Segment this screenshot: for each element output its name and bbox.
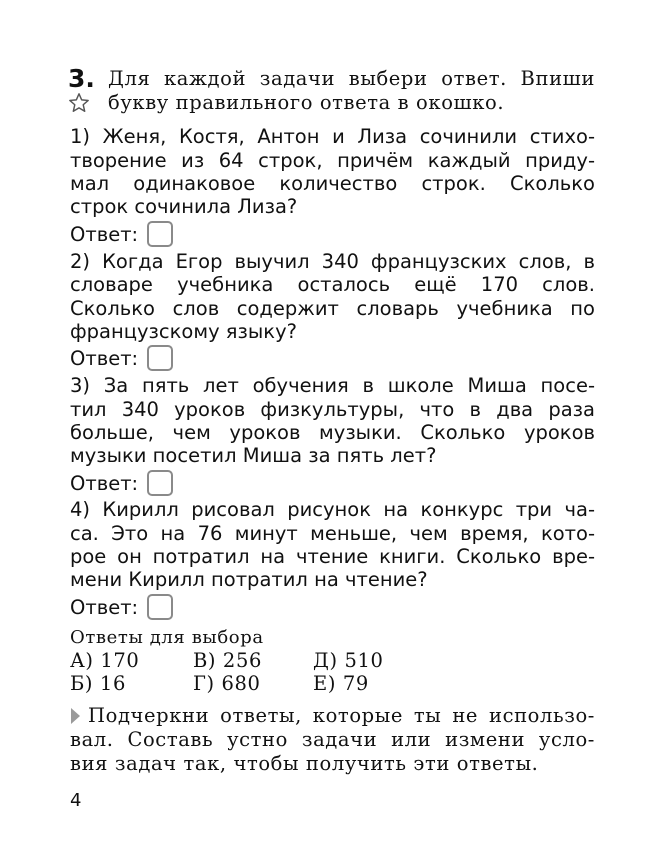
triangle-bullet-icon [71, 708, 80, 724]
answer-box[interactable] [147, 345, 173, 371]
answer-label: Ответ: [70, 347, 139, 370]
answer-label: Ответ: [70, 472, 139, 495]
extra-task-line: вия задач так, чтобы получить эти ответы. [70, 752, 539, 775]
choices-title: Ответы для выбора [70, 627, 264, 648]
problem-line: музыки посетил Миша за пять лет? [70, 444, 437, 467]
answer-box[interactable] [147, 221, 173, 247]
answer-label: Ответ: [70, 223, 139, 246]
problem-line: мени Кирилл потратил на чтение? [70, 568, 428, 591]
problem-line: 2) Когда Егор выучил 340 французских слов, в [70, 250, 595, 273]
problem-line: 1) Женя, Костя, Антон и Лиза сочинили стихо- [70, 125, 595, 148]
answer-box[interactable] [147, 470, 173, 496]
choice-item: Д) 510 [313, 649, 384, 672]
choice-item: В) 256 [193, 649, 262, 672]
problem-line: 4) Кирилл рисовал рисунок на конкурс три ча- [70, 498, 595, 521]
answer-box[interactable] [147, 594, 173, 620]
choice-item: Б) 16 [70, 672, 126, 695]
problem-line: мал одинаковое количество строк. Сколько [70, 172, 595, 195]
instruction-line: Для каждой задачи выбери ответ. Впиши [108, 67, 595, 90]
task-number: 3. [68, 64, 95, 93]
page-number: 4 [70, 790, 82, 811]
instruction-line: букву правильного ответа в окошко. [108, 91, 505, 114]
choice-item: А) 170 [70, 649, 140, 672]
choice-item: Г) 680 [193, 672, 261, 695]
extra-task-line: вал. Составь устно задачи или измени усло- [70, 728, 595, 751]
problem-line: больше, чем уроков музыки. Сколько уроков [70, 421, 595, 444]
problem-line: творение из 64 строк, причём каждый приду- [70, 149, 595, 172]
problem-line: рое он потратил на чтение книги. Сколько вре- [70, 545, 595, 568]
problem-line: 3) За пять лет обучения в школе Миша посе- [70, 374, 595, 397]
problem-line: тил 340 уроков физкультуры, что в два раза [70, 398, 595, 421]
choice-item: Е) 79 [313, 672, 369, 695]
extra-task-line: Подчеркни ответы, которые ты не использо- [88, 704, 595, 727]
star-icon [68, 92, 90, 114]
answer-label: Ответ: [70, 596, 139, 619]
problem-line: французскому языку? [70, 320, 297, 343]
problem-line: са. Это на 76 минут меньше, чем время, кото- [70, 522, 595, 545]
problem-line: словаре учебника осталось ещё 170 слов. [70, 273, 595, 296]
problem-line: Сколько слов содержит словарь учебника по [70, 297, 595, 320]
problem-line: строк сочинила Лиза? [70, 195, 298, 218]
